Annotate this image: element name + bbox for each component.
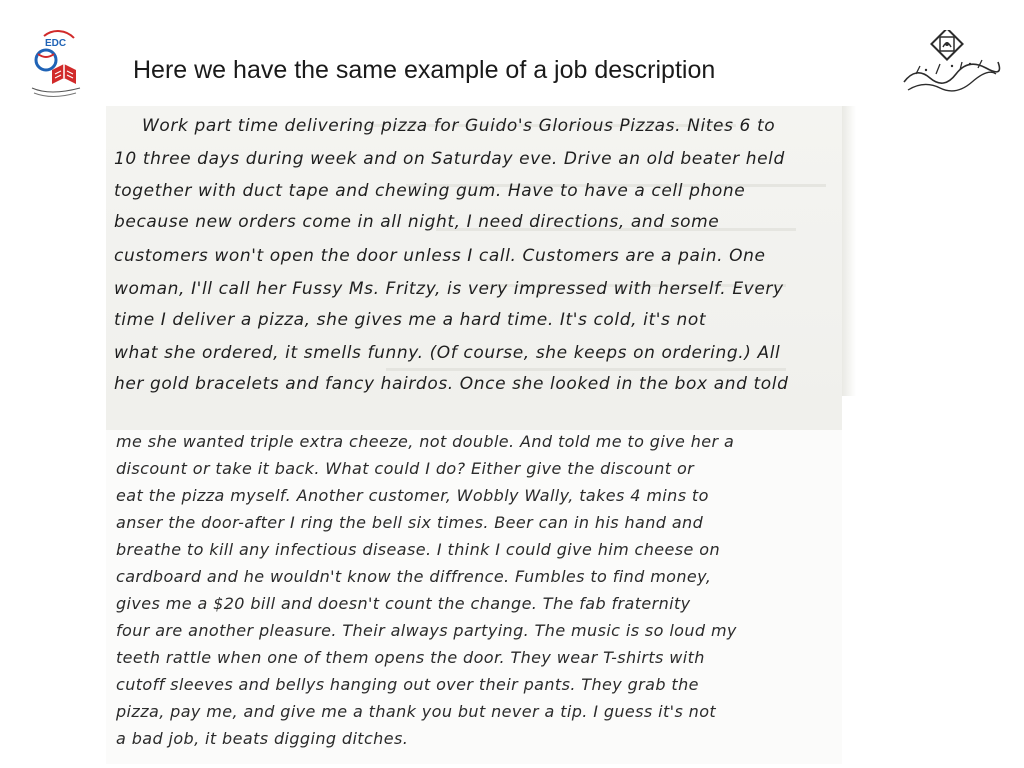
handwriting-line: a bad job, it beats digging ditches. — [116, 729, 409, 748]
handwriting-line: cutoff sleeves and bellys hanging out over their pants. They grab the — [116, 675, 699, 694]
handwriting-line: anser the door-after I ring the bell six times. Beer can in his hand and — [116, 513, 704, 532]
scan-edge-shadow — [842, 106, 856, 396]
handwriting-line: breathe to kill any infectious disease. I think I could give him cheese on — [116, 540, 720, 559]
handwriting-line: pizza, pay me, and give me a thank you but never a tip. I guess it's not — [116, 702, 717, 721]
handwriting-line: gives me a $20 bill and doesn't count the change. The fab fraternity — [116, 594, 691, 613]
slide-title: Here we have the same example of a job description — [133, 56, 716, 84]
handwriting-line: 10 three days during week and on Saturday eve. Drive an old beater held — [114, 149, 785, 169]
university-logo — [896, 30, 1002, 98]
handwriting-line: woman, I'll call her Fussy Ms. Fritzy, is very impressed with herself. Every — [114, 279, 784, 299]
handwriting-line: Work part time delivering pizza for Guido's Glorious Pizzas. Nites 6 to — [142, 116, 776, 136]
handwriting-line: me she wanted triple extra cheeze, not double. And told me to give her a — [116, 432, 735, 451]
handwriting-line: teeth rattle when one of them opens the door. They wear T-shirts with — [116, 648, 705, 667]
emblem-icon — [896, 30, 1002, 98]
handwriting-line: eat the pizza myself. Another customer, Wobbly Wally, takes 4 mins to — [116, 486, 709, 505]
edc-logo — [30, 30, 86, 102]
handwriting-line: cardboard and he wouldn't know the diffrence. Fumbles to find money, — [116, 567, 712, 586]
handwriting-line: her gold bracelets and fancy hairdos. Once she looked in the box and told — [114, 374, 789, 394]
handwritten-job-description — [106, 106, 842, 764]
handwriting-line: what she ordered, it smells funny. (Of course, she keeps on ordering.) All — [114, 343, 781, 363]
handwriting-line: customers won't open the door unless I call. Customers are a pain. One — [114, 246, 766, 266]
handwriting-line: because new orders come in all night, I need directions, and some — [114, 212, 720, 232]
handwriting-line: together with duct tape and chewing gum. Have to have a cell phone — [114, 181, 746, 201]
handwriting-line: four are another pleasure. Their always partying. The music is so loud my — [116, 621, 737, 640]
handwriting-line: time I deliver a pizza, she gives me a hard time. It's cold, it's not — [114, 310, 707, 330]
edc-logo-text: EDC — [45, 38, 67, 49]
handwriting-line: discount or take it back. What could I do? Either give the discount or — [116, 459, 695, 478]
edc-logo-icon — [30, 30, 86, 102]
